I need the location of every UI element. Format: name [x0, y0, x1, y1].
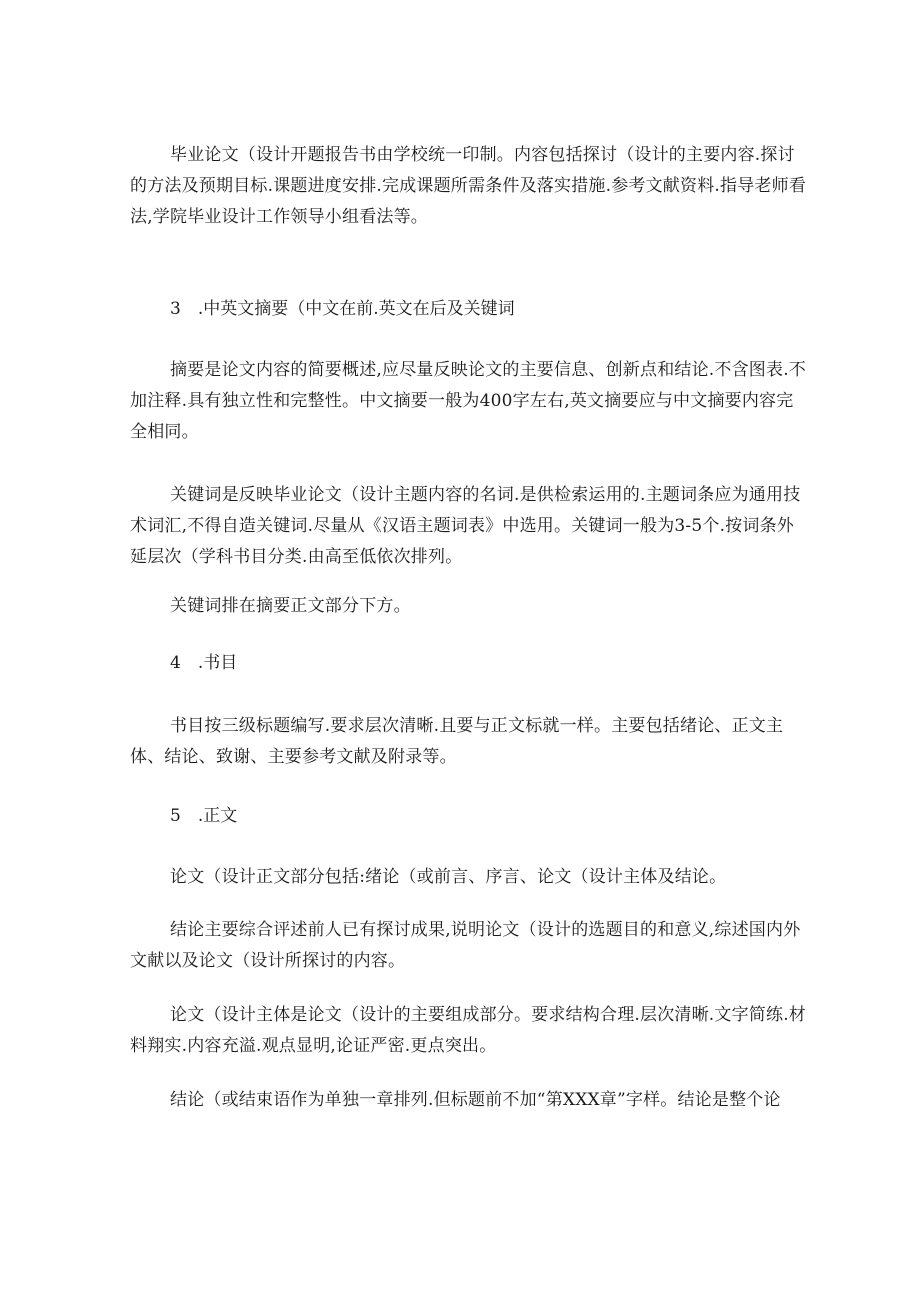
paragraph-abstract-description: 摘要是论文内容的简要概述,应尽量反映论文的主要信息、创新点和结论.不含图表.不加注释.具有独立性和完整性。中文摘要一般为400字左右,英文摘要应与中文摘要内容完全相同。	[130, 360, 807, 442]
paragraph-proposal-report: 毕业论文（设计开题报告书由学校统一印制。内容包括探讨（设计的主要内容.探讨的方法及预期目标.课题进度安排.完成课题所需条件及落实措施.参考文献资料.指导老师看法,学院毕业设计工作领导小组看法等。	[130, 145, 807, 227]
paragraph-keywords-description: 关键词是反映毕业论文（设计主题内容的名词.是供检索运用的.主题词条应为通用技术词汇,不得自造关键词.尽量从《汉语主题词表》中选用。关键词一般为3-5个.按词条外延层次（学科书目分类.由高至低依次排列。	[130, 485, 801, 567]
paragraph-conclusion-description: 结论（或结束语作为单独一章排列.但标题前不加“第XXX章”字样。结论是整个论	[170, 1090, 781, 1110]
paragraph-body-description: 论文（设计主体是论文（设计的主要组成部分。要求结构合理.层次清晰.文字简练.材料翔实.内容充溢.观点显明,论证严密.更点突出。	[130, 1005, 807, 1056]
paragraph-table-of-contents-description: 书目按三级标题编写.要求层次清晰.且要与正文标就一样。主要包括绪论、正文主体、结论、致谢、主要参考文献及附录等。	[130, 716, 784, 767]
heading-main-text: 5 .正文	[170, 806, 238, 826]
heading-abstract: 3 .中英文摘要（中文在前.英文在后及关键词	[170, 299, 515, 319]
paragraph-main-text-parts: 论文（设计正文部分包括:绪论（或前言、序言、论文（设计主体及结论。	[170, 867, 727, 887]
paragraph-introduction-description: 结论主要综合评述前人已有探讨成果,说明论文（设计的选题目的和意义,综述国内外文献以及论文（设计所探讨的内容。	[130, 920, 801, 971]
heading-table-of-contents: 4 .书目	[170, 653, 238, 673]
paragraph-keywords-position: 关键词排在摘要正文部分下方。	[170, 596, 411, 616]
